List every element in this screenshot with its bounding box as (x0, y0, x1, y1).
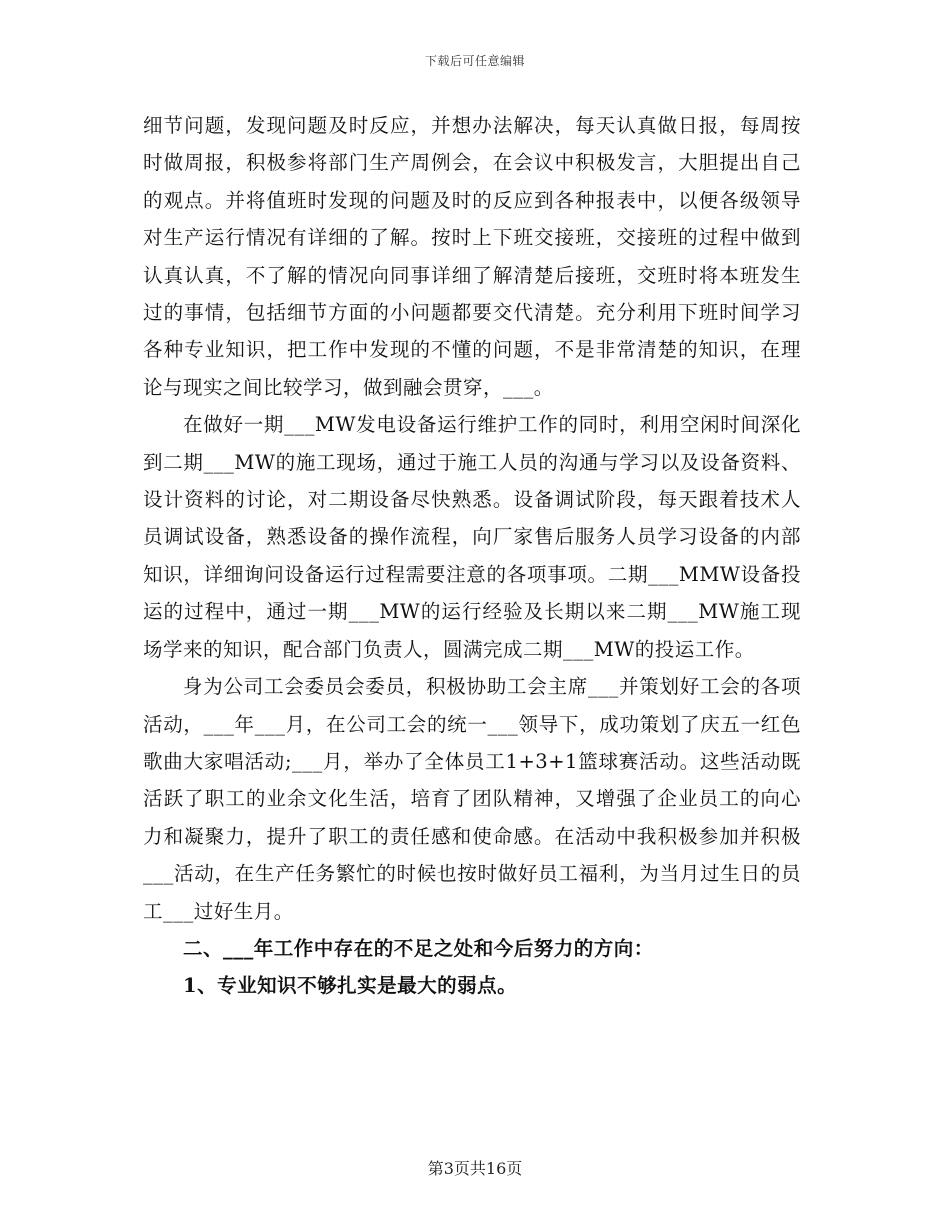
paragraph-work-summary: 细节问题，发现问题及时反应，并想办法解决，每天认真做日报，每周按时做周报，积极参将部门生产周例会，在会议中积极发言，大胆提出自己的观点。并将值班时发现的问题及时的反应到各种报表中，以便各级领导对生产运行情况有详细的了解。按时上下班交接班，交接班的过程中做到认真认真，不了解的情况向同事详细了解清楚后接班，交班时将本班发生过的事情，包括细节方面的小问题都要交代清楚。充分利用下班时间学习各种专业知识，把工作中发现的不懂的问题，不是非常清楚的知识，在理论与现实之间比较学习，做到融会贯穿，___。 (143, 114, 801, 399)
paragraph-phase-two-project: 在做好一期___MW发电设备运行维护工作的同时，利用空闲时间深化到二期___MW的施工现场，通过于施工人员的沟通与学习以及设备资料、设计资料的讨论，对二期设备尽快熟悉。设备调试阶段，每天跟着技术人员调试设备，熟悉设备的操作流程，向厂家售后服务人员学习设备的内部知识，详细询问设备运行过程需要注意的各项事项。二期___MMW设备投运的过程中，通过一期___MW的运行经验及长期以来二期___MW施工现场学来的知识，配合部门负责人，圆满完成二期___MW的投运工作。 (143, 413, 801, 661)
page-header: 下载后可任意编辑 (424, 54, 525, 68)
page-number: 第3页共16页 (427, 1159, 523, 1178)
paragraph-union-activities: 身为公司工会委员会委员，积极协助工会主席___并策划好工会的各项活动，___年___月，在公司工会的统一___领导下，成功策划了庆五一红色歌曲大家唱活动;___月，举办了全体员工1+3+1篮球赛活动。这些活动既活跃了职工的业余文化生活，培育了团队精神，又增强了企业员工的向心力和凝聚力，提升了职工的责任感和使命感。在活动中我积极参加并积极___活动，在生产任务繁忙的时候也按时做好员工福利，为当月过生日的员工___过好生月。 (143, 675, 801, 923)
section-heading: 二、___年工作中存在的不足之处和今后努力的方向： (183, 936, 654, 960)
subsection-heading: 1、专业知识不够扎实是最大的弱点。 (183, 974, 518, 998)
document-body (143, 107, 801, 1005)
